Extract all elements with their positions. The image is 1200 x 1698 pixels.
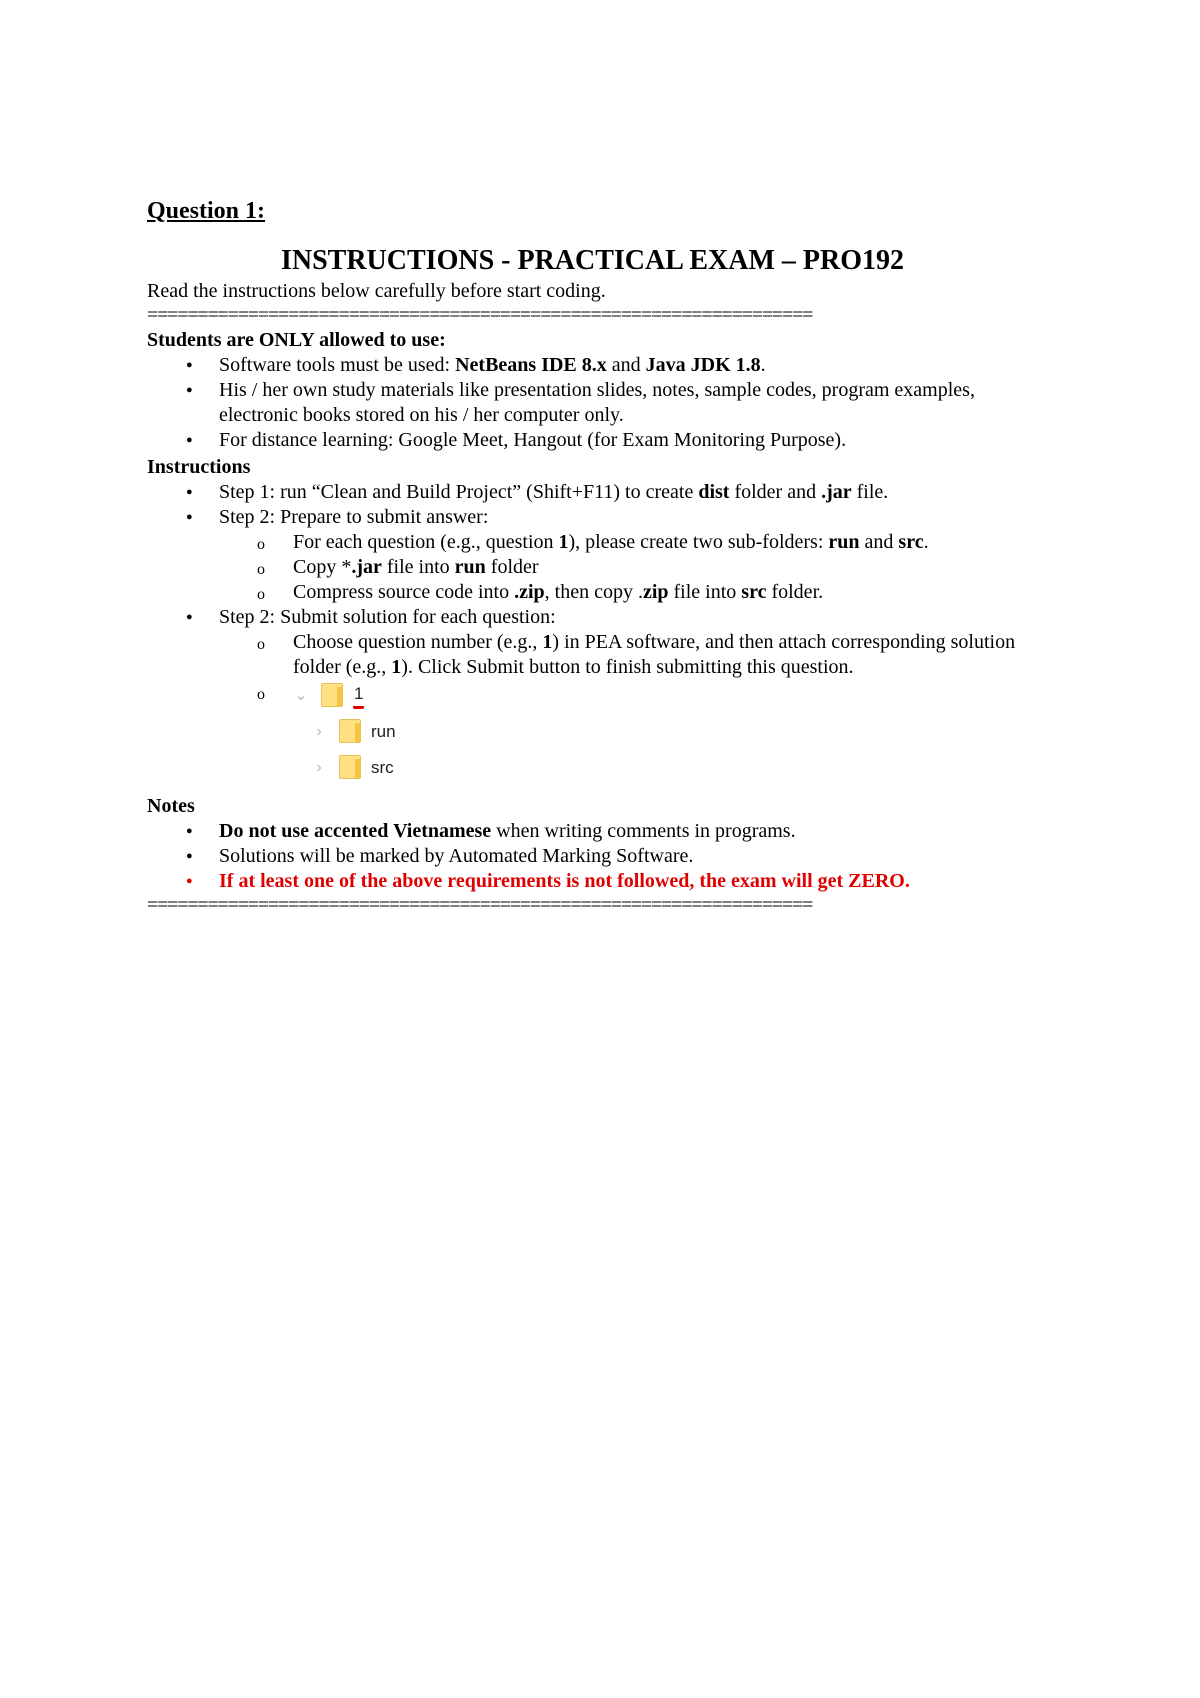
question-title: Question 1:: [147, 198, 266, 224]
separator-bottom: ==================================================================: [147, 894, 813, 916]
folder-icon: [339, 755, 361, 779]
folder-icon: [321, 683, 343, 707]
allowed-title: Students are ONLY allowed to use:: [147, 329, 446, 351]
list-item: o Compress source code into .zip, then copy .zip file into src folder.: [147, 580, 1047, 605]
tree-row-run[interactable]: [311, 716, 396, 746]
list-item: ● Step 1: run “Clean and Build Project” (Shift+F11) to create dist folder and .jar file.: [147, 480, 1047, 505]
list-item: o For each question (e.g., question 1), please create two sub-folders: run and src.: [147, 530, 1047, 555]
notes-list: [147, 819, 1047, 894]
list-item: ● His / her own study materials like presentation slides, notes, sample codes, program examples, electronic books stored on his / her computer only.: [147, 378, 1047, 428]
document-page: [147, 196, 1047, 916]
step2-sublist: [219, 530, 1047, 605]
allowed-list: [147, 353, 1047, 453]
list-item: o Choose question number (e.g., 1) in PEA software, and then attach corresponding solution folder (e.g., 1). Click Submit button to finish submitting this question.: [147, 630, 1047, 680]
folder-tree-screenshot: [293, 680, 1047, 792]
list-item: ● Solutions will be marked by Automated Marking Software.: [147, 844, 1047, 869]
folder-name-root: 1: [353, 681, 364, 709]
list-item: ● Do not use accented Vietnamese when writing comments in programs.: [147, 819, 1047, 844]
tree-row-root[interactable]: [293, 680, 364, 710]
step3-sublist: [219, 630, 1047, 792]
instructions-list: [147, 480, 1047, 792]
folder-name-run: run: [371, 721, 396, 741]
folder-name-src: src: [371, 757, 394, 777]
chevron-right-icon[interactable]: ›: [316, 758, 322, 776]
instructions-title: Instructions: [147, 456, 251, 478]
chevron-right-icon[interactable]: ›: [316, 722, 322, 740]
chevron-down-icon[interactable]: o ⌄: [294, 686, 308, 704]
list-item: ● Step 2: Submit solution for each question: o Choose question number (e.g., 1) in PEA software, and then attach corresponding solution folder (e.g., 1). Click Submit button to finish submitting this question. o ⌄ 1 › run › src: [147, 605, 1047, 792]
separator-top: ==================================================================: [147, 304, 813, 326]
page-title: INSTRUCTIONS - PRACTICAL EXAM – PRO192: [280, 245, 905, 276]
notes-title: Notes: [147, 795, 195, 817]
tree-row-src[interactable]: [311, 752, 394, 782]
intro-text: Read the instructions below carefully before start coding.: [147, 280, 606, 302]
list-item: ● For distance learning: Google Meet, Hangout (for Exam Monitoring Purpose).: [147, 428, 1047, 453]
folder-icon: [339, 719, 361, 743]
list-item: ● Step 2: Prepare to submit answer: o For each question (e.g., question 1), please create two sub-folders: run and src. o Copy *.jar file into run folder o Compress source code into .zip, then copy .zip file into src folder.: [147, 505, 1047, 605]
list-item: o Copy *.jar file into run folder: [147, 555, 1047, 580]
list-item: ● Software tools must be used: NetBeans IDE 8.x and Java JDK 1.8.: [147, 353, 1047, 378]
warning-item: ● If at least one of the above requirements is not followed, the exam will get ZERO.: [147, 869, 1047, 894]
list-item: [147, 680, 1047, 792]
